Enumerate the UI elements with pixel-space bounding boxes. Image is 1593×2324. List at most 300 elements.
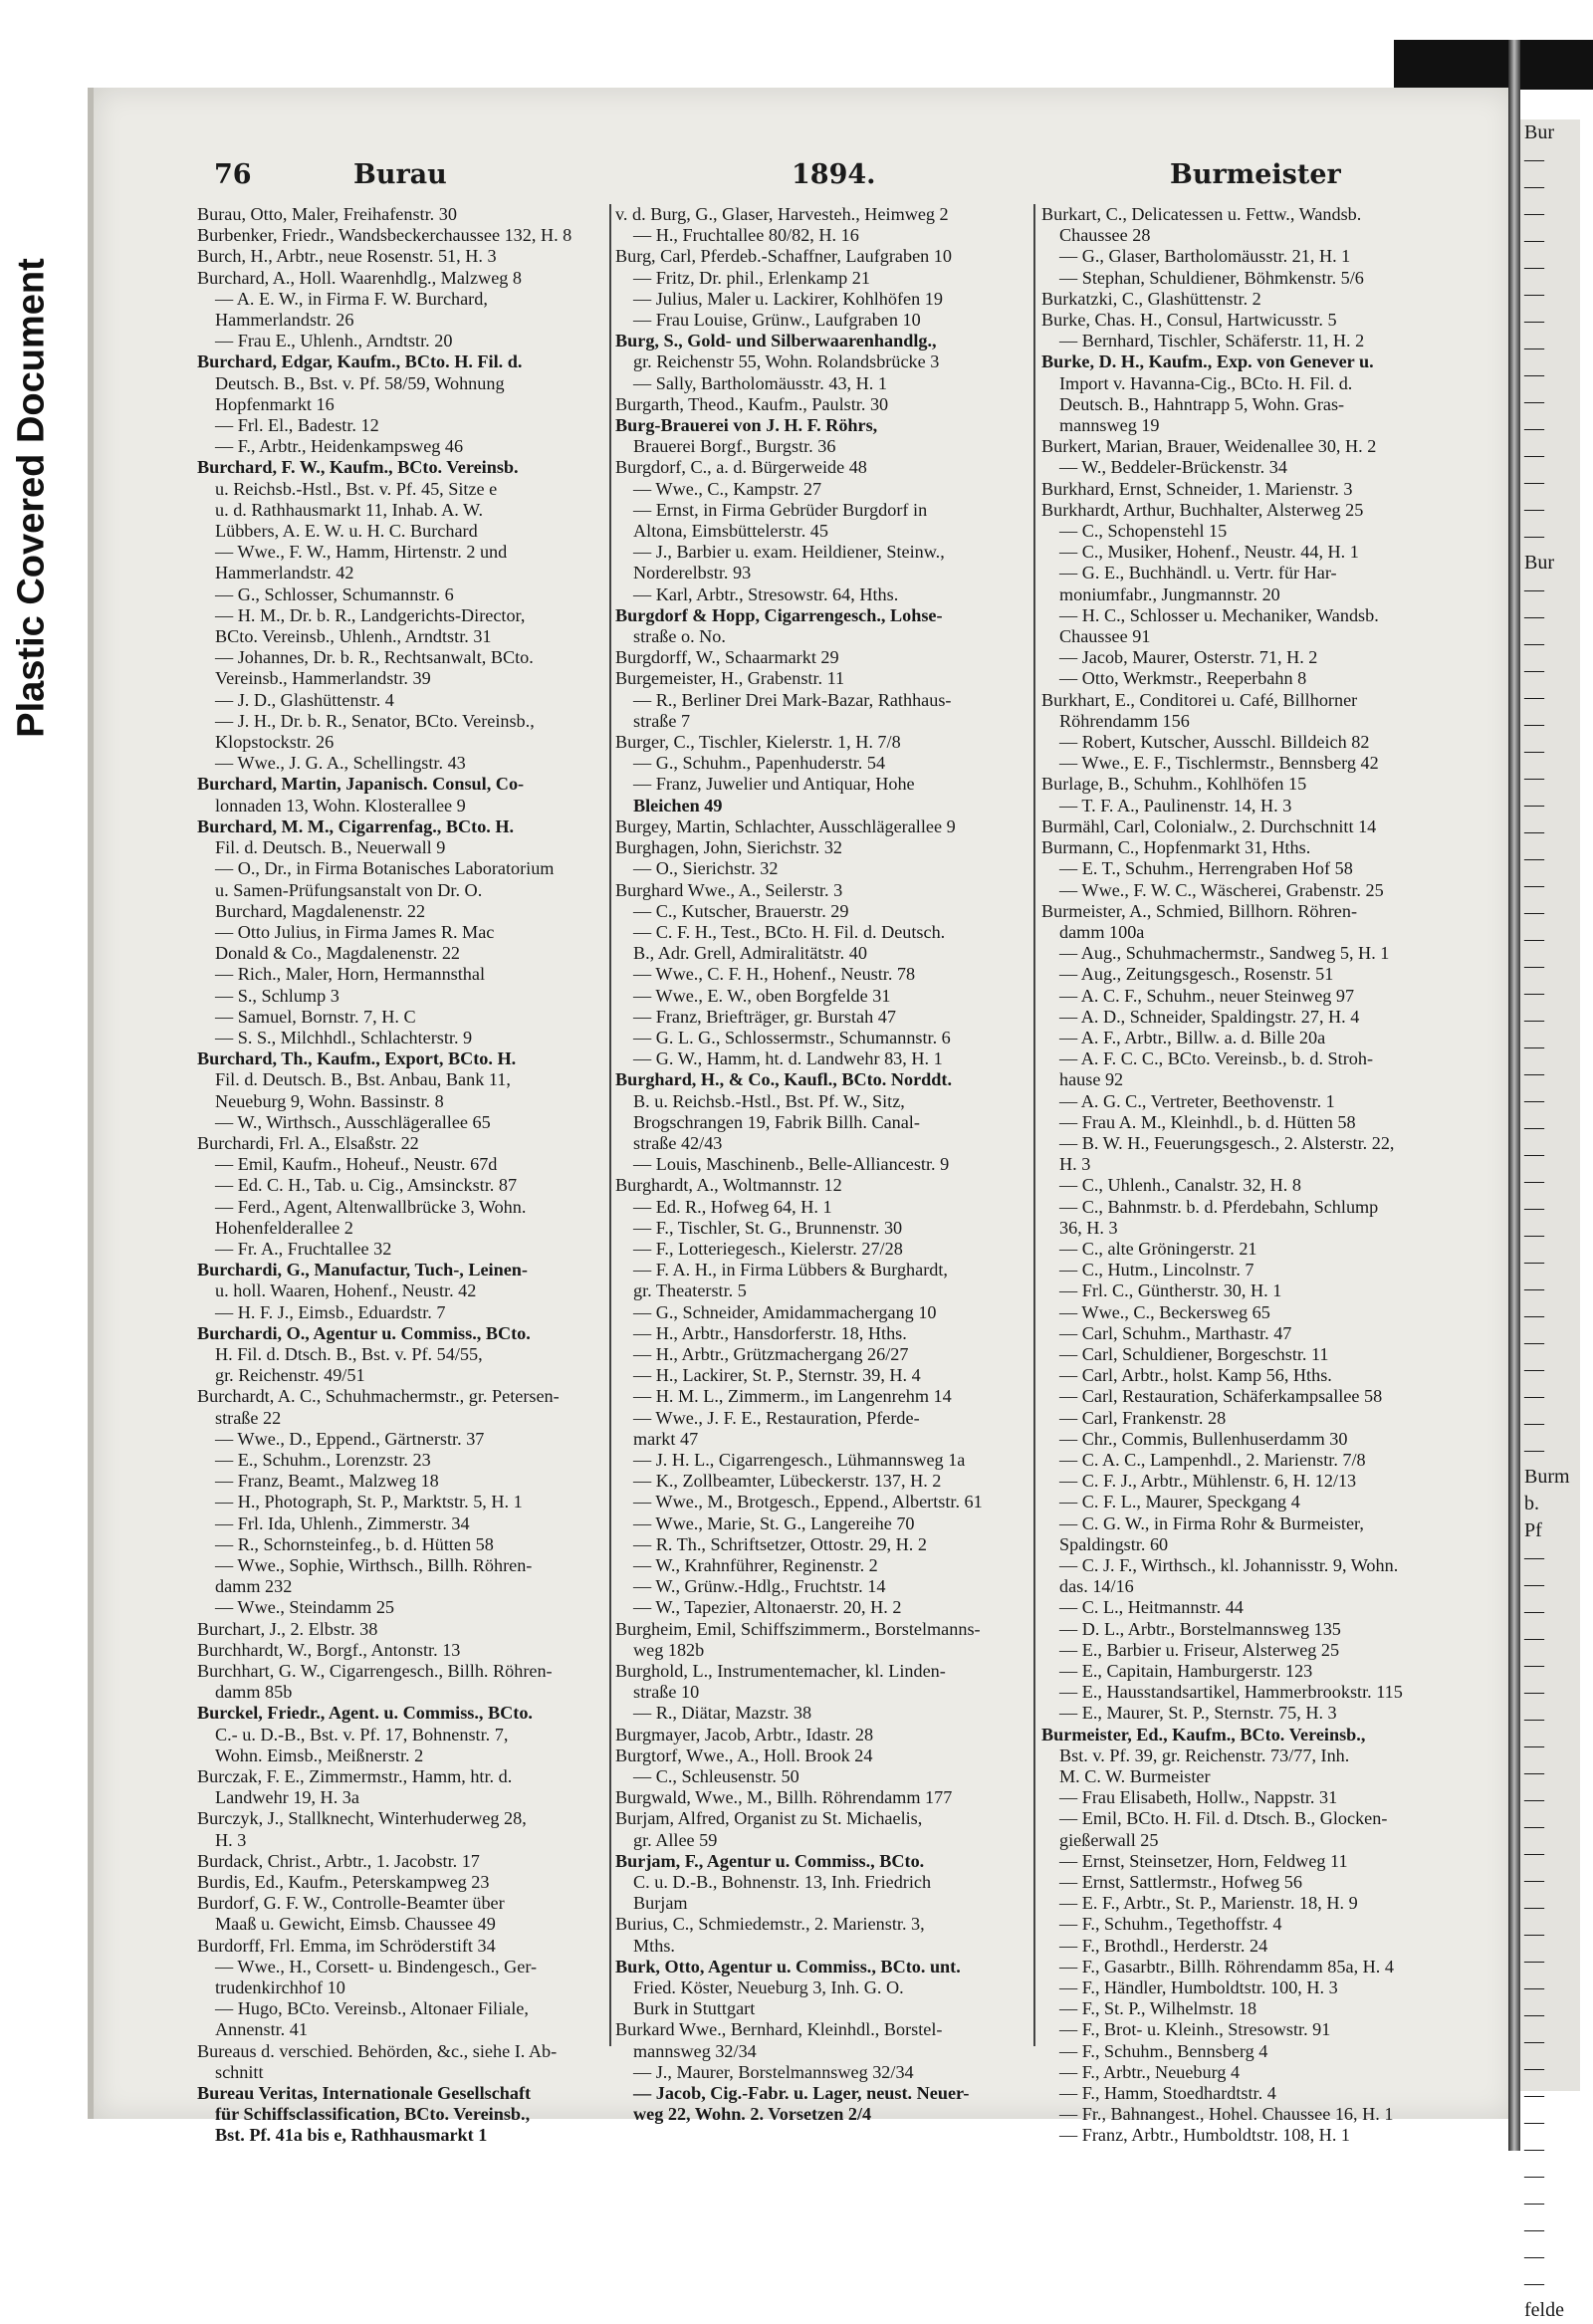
- next-page-fragment: —: [1524, 1761, 1544, 1783]
- directory-entry: — E., Barbier u. Friseur, Alsterweg 25: [1059, 1639, 1340, 1660]
- next-page-fragment: —: [1524, 1278, 1544, 1299]
- directory-entry: Hopfenmarkt 16: [215, 393, 335, 414]
- directory-entry: Burjam, Alfred, Organist zu St. Michaelis,: [615, 1808, 923, 1829]
- directory-entry: Bureaus d. verschied. Behörden, &c., siehe I. Ab-: [197, 2040, 558, 2061]
- directory-entry: — Carl, Restauration, Schäferkampsallee 58: [1059, 1386, 1383, 1407]
- directory-entry: — H., Arbtr., Grützmachergang 26/27: [633, 1343, 909, 1364]
- directory-entry: u. Samen-Prüfungsanstalt von Dr. O.: [215, 879, 483, 900]
- directory-entry: lonnaden 13, Wohn. Klosterallee 9: [215, 795, 466, 815]
- column-divider: [609, 204, 611, 2046]
- directory-entry: Deutsch. B., Bst. v. Pf. 58/59, Wohnung: [215, 372, 505, 393]
- directory-entry: — C., alte Gröningerstr. 21: [1059, 1238, 1257, 1259]
- directory-entry: — G. L. G., Schlossermstr., Schumannstr. 6: [633, 1027, 951, 1047]
- next-page-fragment: —: [1524, 1654, 1544, 1676]
- directory-entry: — S., Schlump 3: [215, 985, 340, 1006]
- directory-entry: Burg-Brauerei von J. H. F. Röhrs,: [615, 415, 878, 436]
- next-page-fragment: —: [1524, 1439, 1544, 1461]
- directory-entry: B. u. Reichsb.-Hstl., Bst. Pf. W., Sitz,: [633, 1090, 905, 1111]
- directory-entry: — H. M. L., Zimmerm., im Langenrehm 14: [633, 1386, 952, 1407]
- next-page-fragment: —: [1524, 148, 1544, 170]
- next-page-fragment: —: [1524, 1627, 1544, 1649]
- directory-entry: — Wwe., C., Kampstr. 27: [633, 478, 822, 499]
- directory-entry: — Louis, Maschinenb., Belle-Alliancestr. 9: [633, 1154, 950, 1175]
- header-right-keyword: Burmeister: [1170, 159, 1341, 190]
- directory-entry: Burgdorf & Hopp, Cigarrengesch., Lohse-: [615, 604, 943, 625]
- directory-entry: M. C. W. Burmeister: [1059, 1766, 1211, 1787]
- directory-entry: markt 47: [633, 1428, 699, 1449]
- next-page-fragment: —: [1524, 2272, 1544, 2294]
- next-page-fragment: —: [1524, 2030, 1544, 2052]
- directory-entry: damm 100a: [1059, 921, 1145, 942]
- directory-entry: Burgdorff, W., Schaarmarkt 29: [615, 647, 839, 668]
- directory-entry: Lübbers, A. E. W. u. H. C. Burchard: [215, 521, 478, 542]
- next-page-fragment: —: [1524, 1143, 1544, 1165]
- directory-entry: C. u. D.-B., Bohnenstr. 13, Inh. Friedrich: [633, 1872, 932, 1893]
- directory-entry: — C. F. L., Maurer, Speckgang 4: [1059, 1492, 1300, 1512]
- next-page-fragment: —: [1524, 1331, 1544, 1353]
- directory-entry: — W., Krahnführer, Reginenstr. 2: [633, 1555, 878, 1575]
- directory-entry: — F., Brot- u. Kleinh., Stresowstr. 91: [1059, 2019, 1331, 2040]
- directory-entry: Burmeister, A., Schmied, Billhorn. Röhren-: [1041, 900, 1358, 921]
- next-page-fragment: —: [1524, 444, 1544, 466]
- next-page-fragment: —: [1524, 579, 1544, 600]
- directory-entry: — Karl, Arbtr., Stresowstr. 64, Hths.: [633, 583, 899, 604]
- directory-entry: gr. Allee 59: [633, 1829, 718, 1850]
- next-page-fragment: —: [1524, 390, 1544, 412]
- directory-entry: — Frau E., Uhlenh., Arndtstr. 20: [215, 331, 453, 351]
- directory-entry: C.- u. D.-B., Bst. v. Pf. 17, Bohnenstr. 7,: [215, 1724, 509, 1744]
- next-page-fragment: —: [1524, 1896, 1544, 1918]
- next-page-fragment: Burm: [1524, 1466, 1570, 1488]
- directory-entry: u. Reichsb.-Hstl., Bst. v. Pf. 45, Sitze e: [215, 478, 498, 499]
- directory-entry: Burghard, H., & Co., Kaufl., BCto. Norddt.: [615, 1069, 953, 1090]
- next-page-fragment: —: [1524, 767, 1544, 789]
- directory-entry: Burchard, A., Holl. Waarenhdlg., Malzweg 8: [197, 267, 522, 288]
- directory-entry: — G. E., Buchhändl. u. Vertr. für Har-: [1059, 563, 1337, 583]
- directory-entry: — Ernst, in Firma Gebrüder Burgdorf in: [633, 499, 928, 520]
- header-left-keyword: Burau: [353, 159, 447, 190]
- directory-entry: Burdack, Christ., Arbtr., 1. Jacobstr. 17: [197, 1850, 480, 1871]
- directory-entry: Spaldingstr. 60: [1059, 1533, 1169, 1554]
- directory-entry: Burgey, Martin, Schlachter, Ausschlägerallee 9: [615, 815, 956, 836]
- directory-entry: — H., Lackirer, St. P., Sternstr. 39, H. 4: [633, 1365, 921, 1386]
- directory-entry: — Ferd., Agent, Altenwallbrücke 3, Wohn.: [215, 1196, 527, 1217]
- directory-entry: das. 14/16: [1059, 1576, 1134, 1597]
- next-page-fragment: Bur: [1524, 121, 1554, 143]
- directory-entry: — R., Schornsteinfeg., b. d. Hütten 58: [215, 1533, 494, 1554]
- directory-entry: — Wwe., Steindamm 25: [215, 1597, 395, 1618]
- directory-entry: Burkard Wwe., Bernhard, Kleinhdl., Borstel-: [615, 2019, 943, 2040]
- directory-entry: — Stephan, Schuldiener, Böhmkenstr. 5/6: [1059, 267, 1364, 288]
- next-page-fragment: —: [1524, 417, 1544, 439]
- directory-entry: — F., Schuhm., Bennsberg 4: [1059, 2040, 1268, 2061]
- directory-entry: Burdis, Ed., Kaufm., Peterskampweg 23: [197, 1872, 490, 1893]
- directory-entry: Burjam, F., Agentur u. Commiss., BCto.: [615, 1850, 925, 1871]
- next-page-fragment: —: [1524, 1869, 1544, 1891]
- directory-entry: Altona, Eimsbüttelerstr. 45: [633, 521, 828, 542]
- directory-entry: — Robert, Kutscher, Ausschl. Billdeich 82: [1059, 732, 1370, 753]
- next-page-fragment: —: [1524, 1036, 1544, 1057]
- next-page-fragment: —: [1524, 229, 1544, 251]
- directory-entry: Mths.: [633, 1935, 675, 1956]
- directory-entry: Burczyk, J., Stallknecht, Winterhuderweg 28,: [197, 1808, 527, 1829]
- directory-entry: — F., Arbtr., Neueburg 4: [1059, 2061, 1241, 2082]
- directory-entry: — G., Schuhm., Papenhuderstr. 54: [633, 753, 886, 774]
- next-page-fragment: —: [1524, 363, 1544, 385]
- directory-entry: v. d. Burg, G., Glaser, Harvesteh., Heimweg 2: [615, 204, 949, 224]
- directory-entry: Burchard, F. W., Kaufm., BCto. Vereinsb.: [197, 457, 519, 478]
- next-page-fragment: —: [1524, 1385, 1544, 1407]
- directory-entry: u. holl. Waaren, Hohenf., Neustr. 42: [215, 1280, 477, 1301]
- directory-entry: Burczak, F. E., Zimmermstr., Hamm, htr. d.: [197, 1766, 513, 1787]
- directory-entry: u. d. Rathhausmarkt 11, Inhab. A. W.: [215, 499, 484, 520]
- directory-entry: Neueburg 9, Wohn. Bassinstr. 8: [215, 1090, 444, 1111]
- directory-entry: Burchard, Magdalenenstr. 22: [215, 900, 426, 921]
- directory-entry: — E., Hausstandsartikel, Hammerbrookstr. 115: [1059, 1682, 1403, 1703]
- next-page-fragment: —: [1524, 1089, 1544, 1111]
- directory-entry: — A. D., Schneider, Spaldingstr. 27, H. 4: [1059, 1006, 1360, 1027]
- directory-entry: — E. F., Arbtr., St. P., Marienstr. 18, H. 9: [1059, 1893, 1358, 1914]
- directory-entry: — W., Wirthsch., Ausschlägerallee 65: [215, 1111, 491, 1132]
- directory-entry: — F. A. H., in Firma Lübbers & Burghardt,: [633, 1260, 948, 1280]
- next-page-fragment: —: [1524, 1116, 1544, 1138]
- directory-entry: Brogschrangen 19, Fabrik Billh. Canal-: [633, 1111, 920, 1132]
- directory-entry: — R., Berliner Drei Mark-Bazar, Rathhaus-: [633, 689, 952, 710]
- directory-entry: Burgdorf, C., a. d. Bürgerweide 48: [615, 457, 867, 478]
- directory-entry: — Ed. C. H., Tab. u. Cig., Amsinckstr. 87: [215, 1175, 518, 1196]
- next-page-fragment: —: [1524, 2138, 1544, 2160]
- directory-entry: Burghard Wwe., A., Seilerstr. 3: [615, 879, 843, 900]
- directory-entry: Burgarth, Theod., Kaufm., Paulstr. 30: [615, 393, 889, 414]
- directory-entry: — Carl, Schuldiener, Borgeschstr. 11: [1059, 1343, 1329, 1364]
- next-page-fragment: —: [1524, 632, 1544, 654]
- directory-entry: Burke, D. H., Kaufm., Exp. von Genever u.: [1041, 351, 1374, 372]
- directory-entry: — Wwe., C. F. H., Hohenf., Neustr. 78: [633, 964, 916, 985]
- directory-entry: — Wwe., F. W., Hamm, Hirtenstr. 2 und: [215, 542, 508, 563]
- next-page-fragment: —: [1524, 2084, 1544, 2106]
- directory-entry: — A. F. C. C., BCto. Vereinsb., b. d. Stroh-: [1059, 1048, 1374, 1069]
- directory-entry: — H. F. J., Eimsb., Eduardstr. 7: [215, 1301, 446, 1322]
- directory-entry: — Ed. R., Hofweg 64, H. 1: [633, 1196, 832, 1217]
- directory-entry: — S. S., Milchhdl., Schlachterstr. 9: [215, 1027, 473, 1047]
- directory-entry: — J. H. L., Cigarrengesch., Lühmannsweg 1a: [633, 1449, 966, 1470]
- directory-entry: Hohenfelderallee 2: [215, 1217, 353, 1238]
- directory-entry: — C. F. H., Test., BCto. H. Fil. d. Deutsch.: [633, 921, 946, 942]
- directory-entry: Bst. Pf. 41a bis e, Rathhausmarkt 1: [215, 2125, 488, 2146]
- page-number: 76: [214, 159, 252, 190]
- directory-entry: H. 3: [1059, 1154, 1091, 1175]
- side-label: [8, 229, 56, 767]
- directory-entry: — J., Barbier u. exam. Heildiener, Steinw.,: [633, 542, 945, 563]
- directory-entry: — G. W., Hamm, ht. d. Landwehr 83, H. 1: [633, 1048, 943, 1069]
- directory-entry: schnitt: [215, 2061, 264, 2082]
- directory-entry: — B. W. H., Feuerungsgesch., 2. Alsterstr. 22,: [1059, 1132, 1395, 1153]
- next-page-fragment: —: [1524, 820, 1544, 842]
- next-page-fragment: —: [1524, 1304, 1544, 1326]
- next-page-fragment: —: [1524, 605, 1544, 627]
- directory-entry: Brauerei Borgf., Burgstr. 36: [633, 436, 836, 457]
- directory-entry: — Emil, BCto. H. Fil. d. Dtsch. B., Glocken-: [1059, 1808, 1388, 1829]
- directory-entry: Donald & Co., Magdalenenstr. 22: [215, 943, 461, 964]
- directory-entry: Burkart, C., Delicatessen u. Fettw., Wandsb.: [1041, 204, 1362, 224]
- directory-entry: — F., Lotteriegesch., Kielerstr. 27/28: [633, 1238, 903, 1259]
- directory-entry: — J. D., Glashüttenstr. 4: [215, 689, 394, 710]
- page-header: [214, 159, 1341, 193]
- directory-entry: — E. T., Schuhm., Herrengraben Hof 58: [1059, 858, 1353, 879]
- directory-entry: H. Fil. d. Dtsch. B., Bst. v. Pf. 54/55,: [215, 1343, 483, 1364]
- directory-entry: Annenstr. 41: [215, 2019, 308, 2040]
- directory-entry: — C., Kutscher, Brauerstr. 29: [633, 900, 849, 921]
- directory-entry: Burdorf, G. F. W., Controlle-Beamter über: [197, 1893, 505, 1914]
- directory-entry: — Aug., Zeitungsgesch., Rosenstr. 51: [1059, 964, 1334, 985]
- directory-entry: — F., Gasarbtr., Billh. Röhrendamm 85a, H. 4: [1059, 1956, 1394, 1976]
- directory-entry: Burg, Carl, Pferdeb.-Schaffner, Laufgraben 10: [615, 246, 952, 267]
- directory-entry: Burgemeister, H., Grabenstr. 11: [615, 668, 845, 689]
- directory-entry: Burchhart, G. W., Cigarrengesch., Billh. Röhren-: [197, 1661, 553, 1682]
- directory-entry: — C., Musiker, Hohenf., Neustr. 44, H. 1: [1059, 542, 1359, 563]
- next-page-fragment: b.: [1524, 1493, 1539, 1514]
- directory-entry: Burghardt, A., Woltmannstr. 12: [615, 1175, 842, 1196]
- next-page-fragment: —: [1524, 471, 1544, 493]
- directory-entry: Fried. Köster, Neueburg 3, Inh. G. O.: [633, 1977, 904, 1998]
- directory-entry: — Fr., Bahnangest., Hohel. Chaussee 16, H. 1: [1059, 2104, 1394, 2125]
- next-page-fragment: —: [1524, 2057, 1544, 2079]
- directory-entry: — H., Fruchtallee 80/82, H. 16: [633, 225, 859, 246]
- directory-entry: mannsweg 19: [1059, 415, 1160, 436]
- directory-entry: Burchardi, Frl. A., Elsaßstr. 22: [197, 1132, 419, 1153]
- directory-entry: Burgwald, Wwe., M., Billh. Röhrendamm 177: [615, 1787, 953, 1808]
- directory-entry: Burbenker, Friedr., Wandsbeckerchaussee 132, H. 8: [197, 225, 572, 246]
- directory-entry: Burjam: [633, 1893, 688, 1914]
- directory-entry: — C. F. J., Arbtr., Mühlenstr. 6, H. 12/13: [1059, 1471, 1357, 1492]
- book-gutter: [1508, 40, 1520, 2151]
- directory-entry: Röhrendamm 156: [1059, 710, 1190, 731]
- directory-entry: Deutsch. B., Hahntrapp 5, Wohn. Gras-: [1059, 393, 1345, 414]
- directory-entry: — C. J. F., Wirthsch., kl. Johannisstr. 9, Wohn.: [1059, 1555, 1399, 1575]
- directory-entry: damm 85b: [215, 1682, 293, 1703]
- next-page-fragment: —: [1524, 202, 1544, 224]
- directory-entry: — O., Sierichstr. 32: [633, 858, 779, 879]
- next-page-fragment: —: [1524, 283, 1544, 305]
- directory-entry: Burkhardt, Arthur, Buchhalter, Alsterweg 25: [1041, 499, 1364, 520]
- directory-entry: — Fritz, Dr. phil., Erlenkamp 21: [633, 267, 870, 288]
- column-2: [615, 204, 1025, 2125]
- directory-entry: Burkhard, Ernst, Schneider, 1. Marienstr. 3: [1041, 478, 1353, 499]
- directory-entry: — Carl, Frankenstr. 28: [1059, 1407, 1227, 1428]
- next-page-fragment: —: [1524, 874, 1544, 896]
- directory-entry: Chaussee 28: [1059, 225, 1151, 246]
- directory-entry: Burke, Chas. H., Consul, Hartwicusstr. 5: [1041, 310, 1337, 331]
- directory-entry: — F., St. P., Wilhelmstr. 18: [1059, 1998, 1257, 2019]
- next-page-fragment: —: [1524, 1681, 1544, 1703]
- directory-entry: — E., Maurer, St. P., Sternstr. 75, H. 3: [1059, 1703, 1337, 1724]
- next-page-fragment: —: [1524, 1170, 1544, 1192]
- directory-entry: — Franz, Arbtr., Humboldtstr. 108, H. 1: [1059, 2125, 1351, 2146]
- directory-entry: Burchart, J., 2. Elbstr. 38: [197, 1618, 378, 1639]
- directory-entry: — G., Schneider, Amidammachergang 10: [633, 1301, 937, 1322]
- directory-entry: — Frau Louise, Grünw., Laufgraben 10: [633, 310, 921, 331]
- directory-entry: Burchard, Martin, Japanisch. Consul, Co-: [197, 774, 525, 795]
- directory-entry: Wohn. Eimsb., Meißnerstr. 2: [215, 1744, 424, 1765]
- next-page-fragment: —: [1524, 1224, 1544, 1246]
- next-page-fragment: —: [1524, 2003, 1544, 2025]
- next-page-fragment: —: [1524, 713, 1544, 735]
- directory-entry: Burg, S., Gold- und Silberwaarenhandlg.,: [615, 331, 937, 351]
- directory-entry: Hammerlandstr. 42: [215, 563, 354, 583]
- next-page-fragment: —: [1524, 2245, 1544, 2267]
- directory-entry: — F., Brothdl., Herderstr. 24: [1059, 1935, 1268, 1956]
- next-page-fragment: —: [1524, 2218, 1544, 2240]
- directory-entry: — T. F. A., Paulinenstr. 14, H. 3: [1059, 795, 1292, 815]
- directory-entry: straße 10: [633, 1682, 700, 1703]
- directory-entry: moniumfabr., Jungmannstr. 20: [1059, 583, 1280, 604]
- directory-entry: — G., Schlosser, Schumannstr. 6: [215, 583, 454, 604]
- directory-entry: H. 3: [215, 1829, 247, 1850]
- next-page-fragment: —: [1524, 1735, 1544, 1756]
- directory-entry: — Wwe., J. F. E., Restauration, Pferde-: [633, 1407, 920, 1428]
- directory-entry: — Rich., Maler, Horn, Hermannsthal: [215, 964, 486, 985]
- next-page-fragment: —: [1524, 1950, 1544, 1972]
- directory-entry: — R., Diätar, Mazstr. 38: [633, 1703, 812, 1724]
- directory-entry: — F., Händler, Humboldtstr. 100, H. 3: [1059, 1977, 1338, 1998]
- directory-entry: Burchard, M. M., Cigarrenfag., BCto. H.: [197, 815, 515, 836]
- directory-entry: — Franz, Beamt., Malzweg 18: [215, 1471, 439, 1492]
- next-page-fragment: —: [1524, 1251, 1544, 1273]
- directory-entry: Klopstockstr. 26: [215, 732, 335, 753]
- directory-entry: — Frau A. M., Kleinhdl., b. d. Hütten 58: [1059, 1111, 1356, 1132]
- directory-entry: Burchhardt, W., Borgf., Antonstr. 13: [197, 1639, 461, 1660]
- directory-entry: — Franz, Briefträger, gr. Burstah 47: [633, 1006, 896, 1027]
- directory-entry: Burchardi, O., Agentur u. Commiss., BCto.: [197, 1322, 531, 1343]
- directory-entry: — C., Uhlenh., Canalstr. 32, H. 8: [1059, 1175, 1301, 1196]
- directory-entry: — E., Schuhm., Lorenzstr. 23: [215, 1449, 431, 1470]
- directory-entry: — A. E. W., in Firma F. W. Burchard,: [215, 288, 488, 309]
- directory-entry: Vereinsb., Hammerlandstr. 39: [215, 668, 431, 689]
- directory-entry: — Chr., Commis, Bullenhuserdamm 30: [1059, 1428, 1348, 1449]
- next-page-fragment: —: [1524, 659, 1544, 681]
- column-divider: [1033, 204, 1035, 2046]
- directory-entry: — Wwe., Sophie, Wirthsch., Billh. Röhren-: [215, 1555, 533, 1575]
- next-page-fragment: —: [1524, 928, 1544, 950]
- directory-entry: — G., Glaser, Bartholomäusstr. 21, H. 1: [1059, 246, 1351, 267]
- next-page-fragment: —: [1524, 740, 1544, 762]
- directory-entry: — Ernst, Steinsetzer, Horn, Feldweg 11: [1059, 1850, 1348, 1871]
- directory-entry: — C., Schleusenstr. 50: [633, 1766, 799, 1787]
- next-page-fragment: —: [1524, 847, 1544, 869]
- directory-entry: — C. G. W., in Firma Rohr & Burmeister,: [1059, 1512, 1364, 1533]
- directory-entry: mannsweg 32/34: [633, 2040, 757, 2061]
- next-page-fragment: —: [1524, 1546, 1544, 1568]
- next-page-fragment: —: [1524, 1009, 1544, 1031]
- next-page-fragment: Pf: [1524, 1519, 1542, 1541]
- directory-entry: Burgtorf, Wwe., A., Holl. Brook 24: [615, 1744, 873, 1765]
- directory-entry: weg 22, Wohn. 2. Vorsetzen 2/4: [633, 2104, 872, 2125]
- directory-entry: — J. H., Dr. b. R., Senator, BCto. Vereinsb.,: [215, 710, 535, 731]
- directory-entry: — Jacob, Cig.-Fabr. u. Lager, neust. Neuer-: [633, 2083, 970, 2104]
- directory-entry: hause 92: [1059, 1069, 1124, 1090]
- directory-entry: — Frl. El., Badestr. 12: [215, 415, 379, 436]
- directory-entry: — E., Capitain, Hamburgerstr. 123: [1059, 1661, 1313, 1682]
- next-page-fragment: —: [1524, 1573, 1544, 1595]
- directory-entry: Burk, Otto, Agentur u. Commiss., BCto. unt.: [615, 1956, 961, 1976]
- directory-entry: — J., Maurer, Borstelmannsweg 32/34: [633, 2061, 914, 2082]
- next-page-fragment: —: [1524, 1412, 1544, 1434]
- directory-entry: Landwehr 19, H. 3a: [215, 1787, 359, 1808]
- next-page-fragment: —: [1524, 1788, 1544, 1810]
- next-page-fragment: —: [1524, 1600, 1544, 1622]
- next-page-fragment: —: [1524, 982, 1544, 1004]
- next-page-fragment: —: [1524, 1923, 1544, 1945]
- column-1: [197, 204, 607, 2147]
- directory-entry: — Emil, Kaufm., Hoheuf., Neustr. 67d: [215, 1154, 498, 1175]
- directory-entry: Burlage, B., Schuhm., Kohlhöfen 15: [1041, 774, 1307, 795]
- directory-entry: — K., Zollbeamter, Lübeckerstr. 137, H. 2: [633, 1471, 942, 1492]
- directory-entry: — Hugo, BCto. Vereinsb., Altonaer Filiale,: [215, 1998, 529, 2019]
- directory-entry: Burdorff, Frl. Emma, im Schröderstift 34: [197, 1935, 496, 1956]
- directory-entry: — W., Tapezier, Altonaerstr. 20, H. 2: [633, 1597, 902, 1618]
- directory-entry: — F., Schuhm., Tegethoffstr. 4: [1059, 1914, 1282, 1935]
- directory-entry: BCto. Vereinsb., Uhlenh., Arndtstr. 31: [215, 626, 492, 647]
- directory-entry: — A. C. F., Schuhm., neuer Steinweg 97: [1059, 985, 1355, 1006]
- next-page-fragment: —: [1524, 1708, 1544, 1730]
- directory-entry: B., Adr. Grell, Admiralitätstr. 40: [633, 943, 867, 964]
- directory-entry: Burmeister, Ed., Kaufm., BCto. Vereinsb.,: [1041, 1724, 1366, 1744]
- directory-entry: — Samuel, Bornstr. 7, H. C: [215, 1006, 416, 1027]
- directory-entry: straße 7: [633, 710, 691, 731]
- next-page-fragment: —: [1524, 337, 1544, 358]
- directory-entry: Chaussee 91: [1059, 626, 1151, 647]
- directory-entry: — C. L., Heitmannstr. 44: [1059, 1597, 1244, 1618]
- directory-entry: gießerwall 25: [1059, 1829, 1159, 1850]
- directory-entry: — Bernhard, Tischler, Schäferstr. 11, H. 2: [1059, 331, 1365, 351]
- directory-entry: — Otto, Werkmstr., Reeperbahn 8: [1059, 668, 1307, 689]
- next-page-fragment: Bur: [1524, 552, 1554, 574]
- directory-entry: — A. G. C., Vertreter, Beethovenstr. 1: [1059, 1090, 1335, 1111]
- directory-entry: — Wwe., F. W. C., Wäscherei, Grabenstr. 25: [1059, 879, 1384, 900]
- side-label-text: Plastic Covered Document: [10, 258, 53, 738]
- directory-entry: Burk in Stuttgart: [633, 1998, 756, 2019]
- directory-entry: Burghagen, John, Sierichstr. 32: [615, 837, 842, 858]
- directory-entry: gr. Reichenstr. 49/51: [215, 1365, 365, 1386]
- next-page-fragment: —: [1524, 310, 1544, 332]
- directory-entry: — Wwe., M., Brotgesch., Eppend., Albertstr. 61: [633, 1492, 983, 1512]
- next-page-fragment: —: [1524, 794, 1544, 815]
- next-page-fragment: —: [1524, 2192, 1544, 2213]
- directory-entry: — C. A. C., Lampenhdl., 2. Marienstr. 7/8: [1059, 1449, 1366, 1470]
- next-page-fragment: —: [1524, 175, 1544, 197]
- next-page-fragment: —: [1524, 2111, 1544, 2133]
- next-page-fragment: —: [1524, 2165, 1544, 2187]
- directory-entry: — Wwe., J. G. A., Schellingstr. 43: [215, 753, 466, 774]
- scan-edge-shadow: [1394, 40, 1593, 90]
- header-year: 1894.: [792, 159, 876, 190]
- next-page-fragment: —: [1524, 955, 1544, 977]
- directory-entry: weg 182b: [633, 1639, 705, 1660]
- directory-entry: — D. L., Arbtr., Borstelmannsweg 135: [1059, 1618, 1341, 1639]
- directory-entry: — F., Hamm, Stoedhardtstr. 4: [1059, 2083, 1276, 2104]
- directory-entry: straße 22: [215, 1407, 282, 1428]
- directory-entry: — Wwe., Marie, St. G., Langereihe 70: [633, 1512, 915, 1533]
- column-3: [1041, 204, 1452, 2147]
- directory-entry: — C., Hutm., Lincolnstr. 7: [1059, 1260, 1254, 1280]
- directory-entry: Burghold, L., Instrumentemacher, kl. Linden-: [615, 1661, 946, 1682]
- directory-entry: Norderelbstr. 93: [633, 563, 752, 583]
- directory-entry: — Fr. A., Fruchtallee 32: [215, 1238, 392, 1259]
- directory-entry: — Wwe., E. W., oben Borgfelde 31: [633, 985, 891, 1006]
- next-page-fragment: —: [1524, 1358, 1544, 1380]
- directory-entry: — Jacob, Maurer, Osterstr. 71, H. 2: [1059, 647, 1318, 668]
- directory-entry: gr. Theaterstr. 5: [633, 1280, 747, 1301]
